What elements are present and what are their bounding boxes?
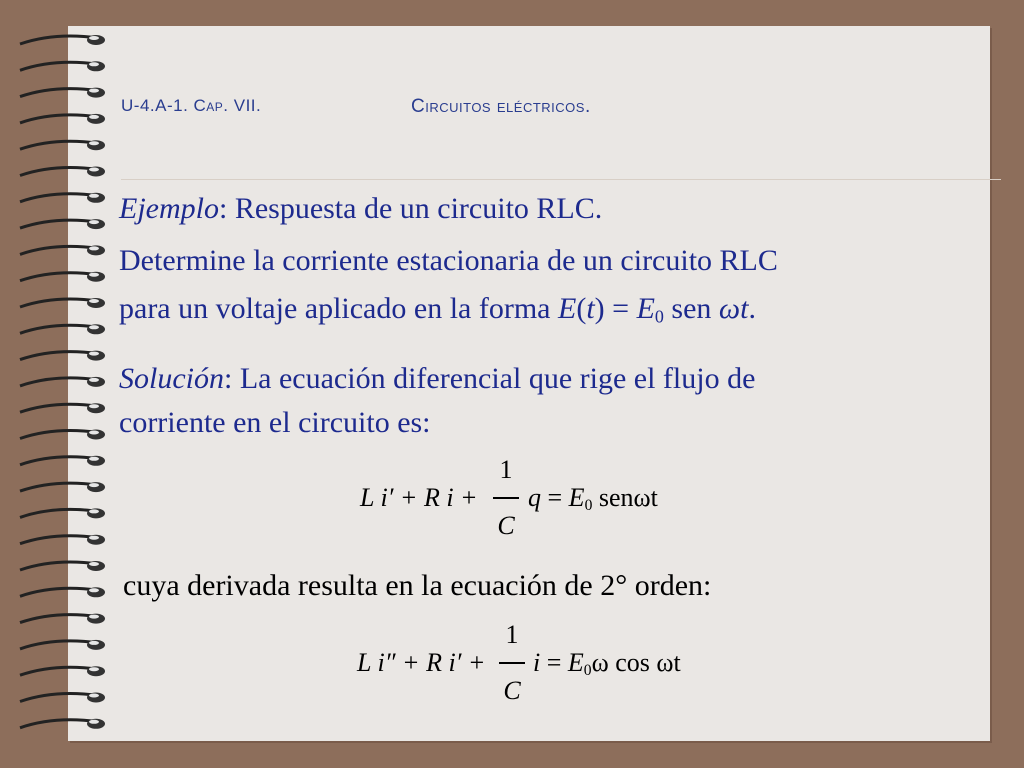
equation-1: [360, 455, 720, 555]
solution-text: : La ecuación diferencial que rige el flujo de: [224, 362, 756, 395]
binding-highlight: [89, 457, 99, 461]
binding-ring: [20, 694, 98, 702]
binding-ring: [20, 483, 98, 491]
binding-ring: [20, 273, 98, 281]
binding-ring: [20, 641, 98, 649]
header-divider: [121, 179, 1001, 180]
problem-line-1: Determine la corriente estacionaria de un circuito RLC: [119, 244, 778, 277]
binding-highlight: [89, 694, 99, 698]
binding-highlight: [89, 62, 99, 66]
binding-highlight: [89, 641, 99, 645]
binding-ring: [20, 36, 98, 44]
problem-line-2: para un voltaje aplicado en la forma $E(t) = E_0$ sen ωt.: [119, 292, 756, 327]
binding-ring: [20, 457, 98, 465]
binding-highlight: [89, 615, 99, 619]
eq2-left: L i″ + R i′ +: [357, 648, 486, 677]
binding-ring: [20, 246, 98, 254]
equation-2: [357, 620, 737, 720]
solution-label: Solución: [119, 362, 224, 395]
eq2-denominator: C: [503, 676, 521, 705]
binding-highlight: [89, 378, 99, 382]
binding-ring: [20, 536, 98, 544]
binding-highlight: [89, 536, 99, 540]
binding-highlight: [89, 431, 99, 435]
binding-ring: [20, 720, 98, 728]
binding-ring: [20, 667, 98, 675]
eq2-right: $i = E_0\omega$ cos ωt: [533, 648, 681, 679]
chapter-code: U-4.A-1. Cap. VII.: [121, 96, 262, 115]
binding-ring: [20, 404, 98, 412]
example-text: : Respuesta de un circuito RLC.: [218, 192, 603, 225]
binding-highlight: [89, 352, 99, 356]
spiral-binding: [0, 0, 130, 768]
binding-highlight: [89, 115, 99, 119]
binding-ring: [20, 168, 98, 176]
solution-line-2: corriente en el circuito es:: [119, 406, 431, 439]
binding-highlight: [89, 667, 99, 671]
binding-ring: [20, 325, 98, 333]
binding-highlight: [89, 246, 99, 250]
binding-highlight: [89, 588, 99, 592]
binding-highlight: [89, 325, 99, 329]
solution-line-1: [119, 361, 755, 397]
binding-ring: [20, 615, 98, 623]
binding-highlight: [89, 720, 99, 724]
binding-highlight: [89, 299, 99, 303]
binding-highlight: [89, 562, 99, 566]
binding-highlight: [89, 220, 99, 224]
binding-ring: [20, 509, 98, 517]
eq1-right: $q = E_0$ senωt: [528, 483, 658, 514]
binding-ring: [20, 220, 98, 228]
binding-ring: [20, 141, 98, 149]
eq1-denominator: C: [497, 511, 515, 540]
binding-highlight: [89, 36, 99, 40]
eq2-fraction-bar: [499, 662, 525, 664]
eq2-numerator: 1: [505, 620, 519, 649]
binding-highlight: [89, 404, 99, 408]
binding-ring: [20, 62, 98, 70]
binding-ring: [20, 115, 98, 123]
binding-ring: [20, 588, 98, 596]
binding-highlight: [89, 89, 99, 93]
binding-highlight: [89, 168, 99, 172]
eq1-numerator: 1: [499, 455, 513, 484]
eq1-left: L i′ + R i +: [360, 483, 478, 512]
eq1-fraction-bar: [493, 497, 519, 499]
binding-highlight: [89, 483, 99, 487]
binding-ring: [20, 562, 98, 570]
binding-ring: [20, 299, 98, 307]
binding-highlight: [89, 273, 99, 277]
example-heading: [119, 191, 602, 227]
binding-ring: [20, 194, 98, 202]
binding-ring: [20, 89, 98, 97]
binding-highlight: [89, 194, 99, 198]
binding-ring: [20, 378, 98, 386]
binding-ring: [20, 431, 98, 439]
binding-highlight: [89, 509, 99, 513]
derivative-text: cuya derivada resulta en la ecuación de 2° orden:: [123, 569, 712, 602]
binding-highlight: [89, 141, 99, 145]
chapter-title: Circuitos eléctricos.: [411, 96, 591, 117]
example-label: Ejemplo: [119, 192, 219, 225]
binding-ring: [20, 352, 98, 360]
